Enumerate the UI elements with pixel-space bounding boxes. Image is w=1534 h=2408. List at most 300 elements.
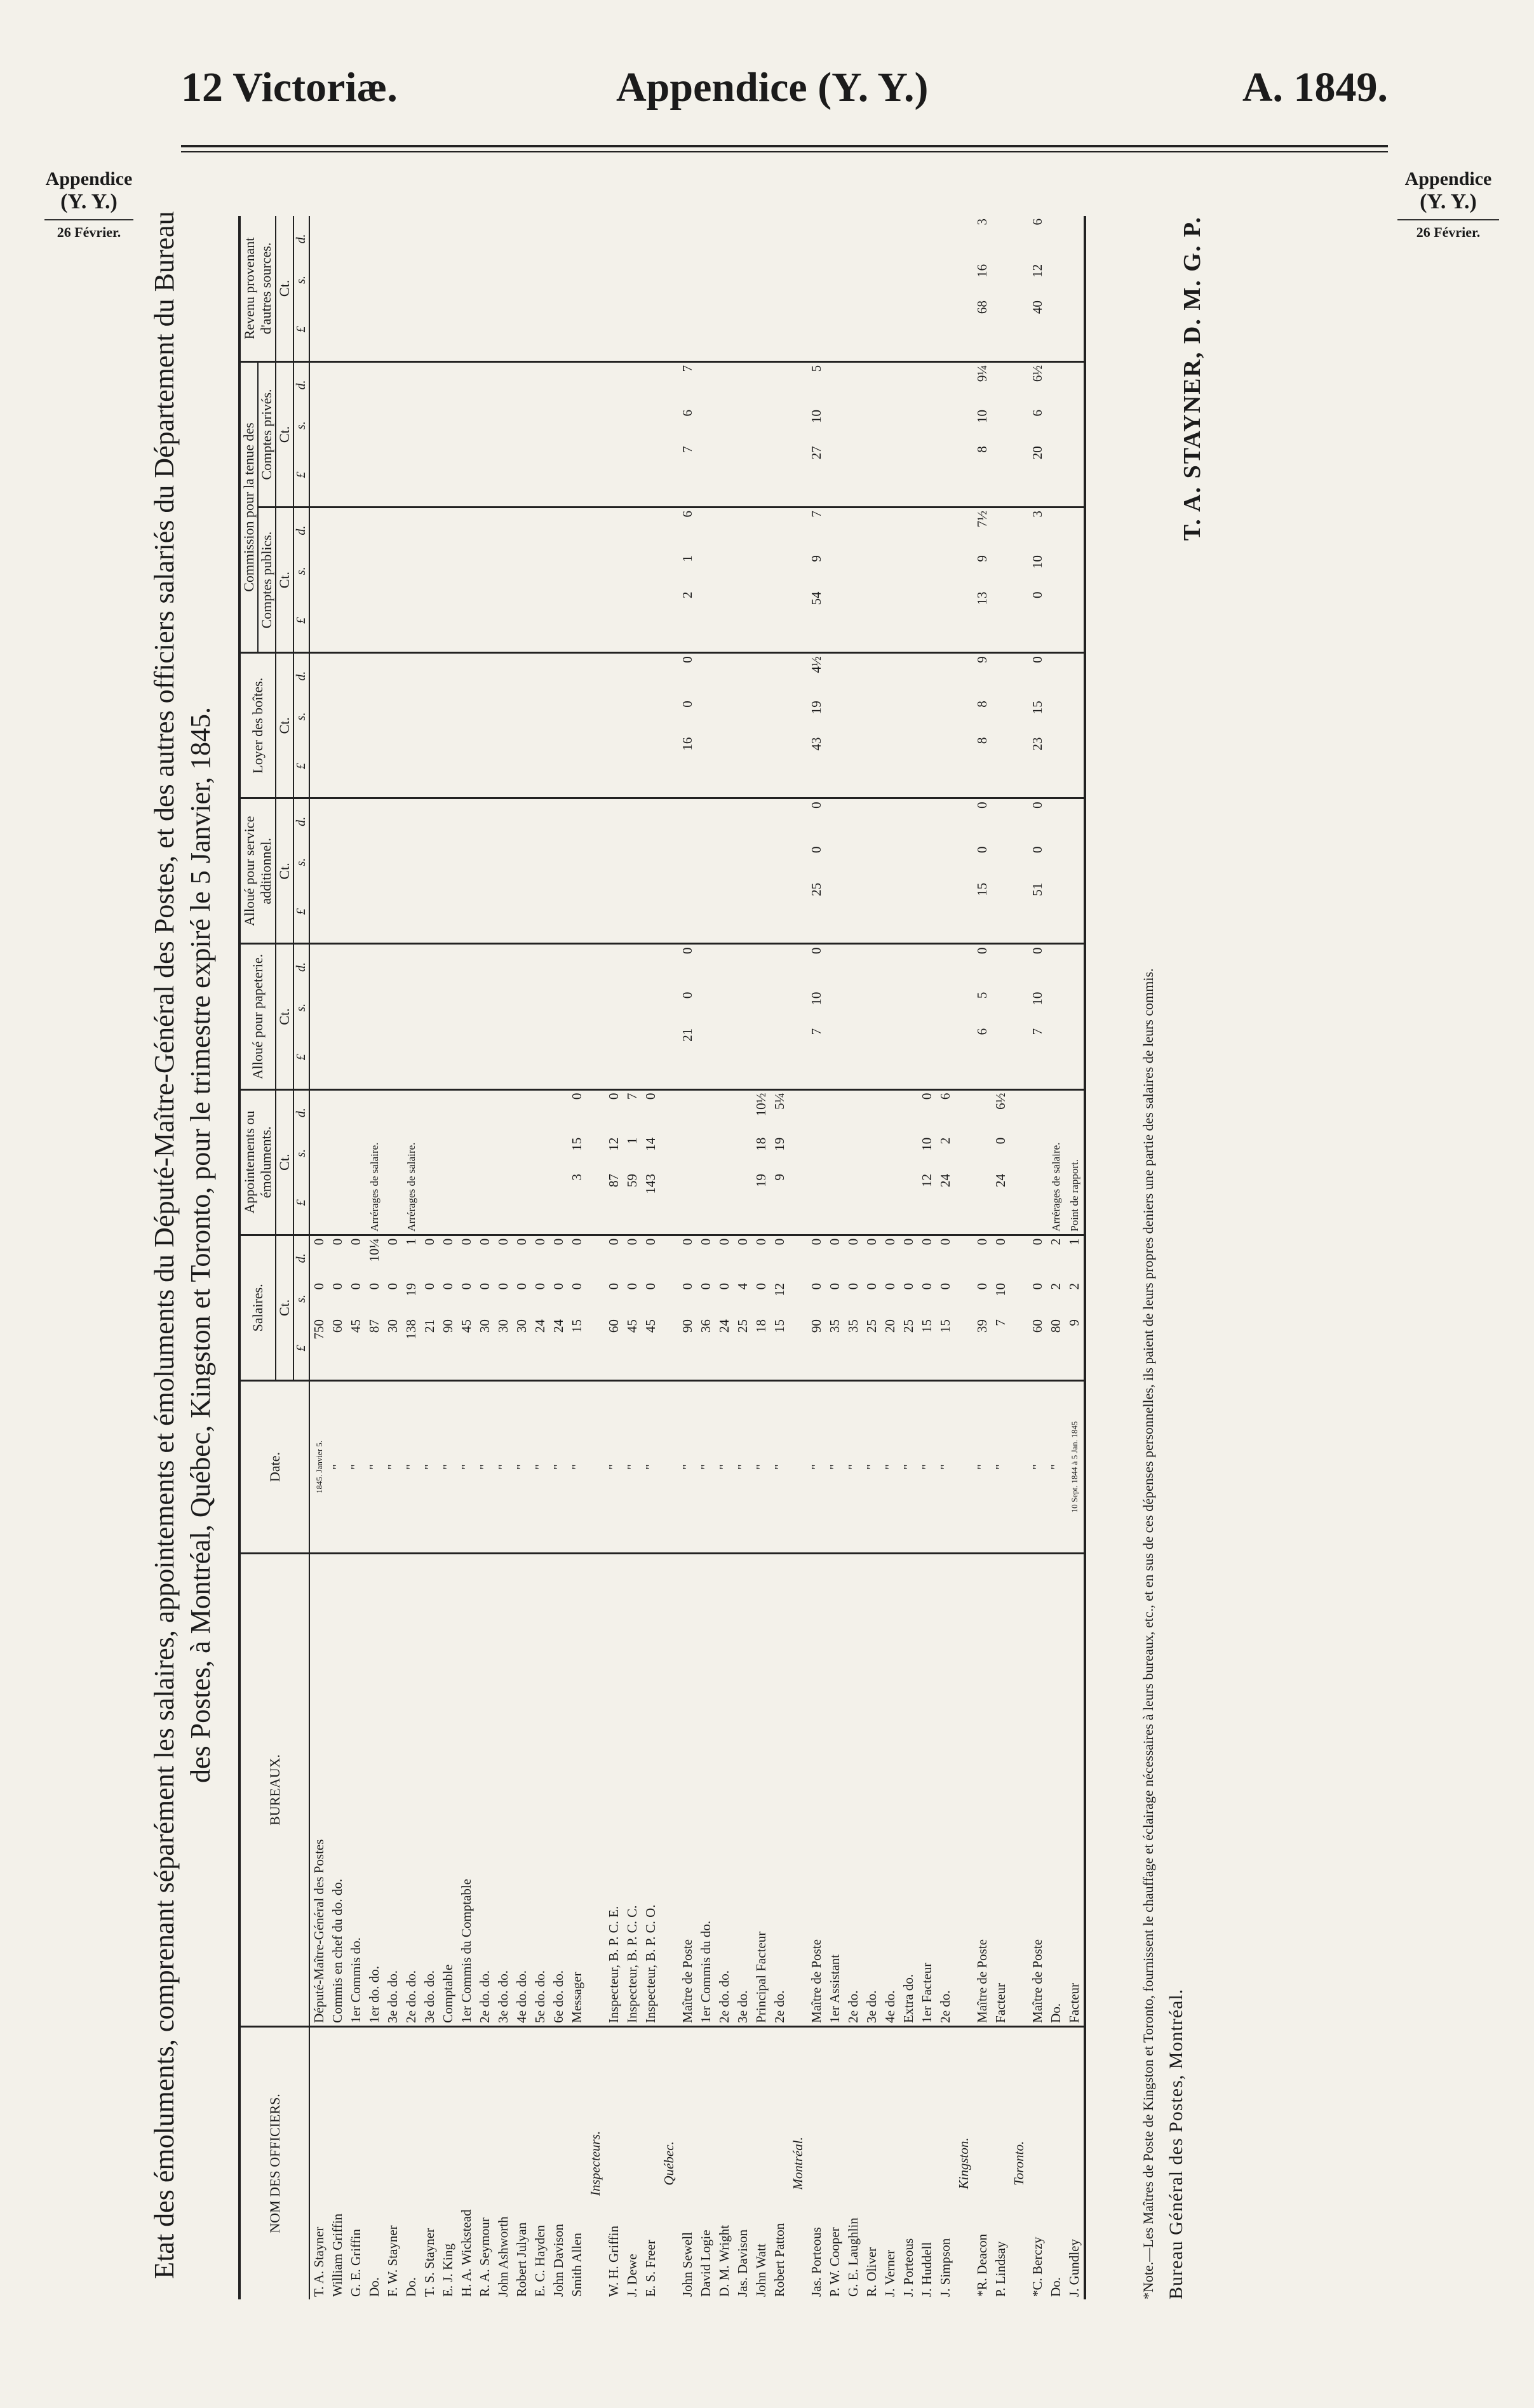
amount-cell <box>899 553 918 589</box>
amount-cell: 0 <box>827 1238 842 1246</box>
amount-cell <box>918 990 936 1026</box>
amount-cell <box>549 443 568 507</box>
amount-cell <box>549 1026 568 1089</box>
currency-header: d. <box>293 653 309 699</box>
amount-cell <box>421 1135 439 1171</box>
amount-cell <box>457 298 476 361</box>
amount-cell <box>531 653 549 699</box>
bureau-cell: 1er Commis du do. <box>697 1554 715 2027</box>
amount-cell: 24 <box>549 1317 568 1380</box>
amount-cell: 21 <box>421 1317 439 1380</box>
amount-cell <box>715 990 734 1026</box>
officer-name: J. Gundley <box>1065 2026 1085 2299</box>
amount-cell <box>678 1171 697 1235</box>
amount-cell <box>678 216 697 262</box>
amount-cell <box>642 361 660 407</box>
bureau-cell: 3e do. do. <box>421 1554 439 2027</box>
amount-cell: 0 <box>348 1282 363 1290</box>
amount-cell <box>992 407 1010 443</box>
amount-cell: 0 <box>1030 656 1045 663</box>
amount-cell: 0 <box>330 1282 345 1290</box>
appointment-note: Point de rapport. <box>1065 1089 1085 1235</box>
amount-cell <box>328 653 347 699</box>
amount-cell <box>899 698 918 734</box>
amount-cell: 21 <box>678 1026 697 1089</box>
table-row <box>513 216 531 2299</box>
amount-cell <box>531 735 549 798</box>
ct-header: Ct. <box>276 1235 293 1380</box>
table-row <box>605 216 623 2299</box>
amount-cell <box>439 1026 457 1089</box>
ct-header: Ct. <box>276 361 293 507</box>
amount-cell <box>623 262 642 298</box>
amount-cell <box>549 298 568 361</box>
amount-cell <box>476 508 494 553</box>
section-label: Inspecteurs. <box>586 2026 605 2299</box>
date-cell: " <box>402 1380 421 1553</box>
bureau-cell: Do. <box>1047 1554 1065 2027</box>
amount-cell <box>365 798 384 844</box>
amount-cell <box>328 990 347 1026</box>
date-cell: 1845. Janvier 5. <box>309 1380 328 1553</box>
amount-cell: 0 <box>680 701 695 708</box>
bureau-cell: 2e do. do. <box>402 1554 421 2027</box>
amount-cell: 0 <box>1030 1282 1045 1290</box>
amount-cell <box>844 990 863 1026</box>
amount-cell <box>365 944 384 990</box>
amount-cell <box>642 298 660 361</box>
amount-cell <box>549 880 568 944</box>
table-row <box>549 216 568 2299</box>
officer-name: *R. Deacon <box>973 2026 992 2299</box>
amount-cell <box>365 443 384 507</box>
amount-cell <box>1047 443 1065 507</box>
amount-cell <box>863 944 881 990</box>
amount-cell <box>881 698 899 734</box>
amount-cell: 0 <box>514 1238 529 1246</box>
amount-cell <box>605 944 623 990</box>
bureau-cell: Maître de Poste <box>807 1554 826 2027</box>
amount-cell <box>1065 844 1085 880</box>
amount-cell <box>770 653 789 699</box>
amount-cell <box>881 798 899 844</box>
amount-cell <box>365 1026 384 1089</box>
amount-cell <box>642 844 660 880</box>
amount-cell <box>918 553 936 589</box>
officer-name: J. Simpson <box>936 2026 955 2299</box>
amount-cell: 19 <box>809 701 824 715</box>
amount-cell <box>1065 407 1085 443</box>
amount-cell <box>605 262 623 298</box>
date-cell: " <box>605 1380 623 1553</box>
col-appointements: Appointements ou émoluments. <box>239 1089 276 1235</box>
amount-cell: 0 <box>680 992 695 999</box>
bureau-cell: Maître de Poste <box>973 1554 992 2027</box>
ct-header: Ct. <box>276 653 293 798</box>
amount-cell <box>365 880 384 944</box>
amount-cell: 3 <box>974 219 990 225</box>
amount-cell <box>844 698 863 734</box>
officer-name: W. H. Griffin <box>605 2026 623 2299</box>
table-row <box>881 216 899 2299</box>
amount-cell: 0 <box>827 1282 842 1290</box>
amount-cell <box>347 262 365 298</box>
amount-cell <box>899 1026 918 1089</box>
amount-cell <box>328 216 347 262</box>
amount-cell: 80 <box>1047 1317 1065 1380</box>
amount-cell <box>531 361 549 407</box>
table-row <box>826 216 844 2299</box>
amount-cell: 0 <box>698 1282 713 1290</box>
amount-cell <box>1065 361 1085 407</box>
amount-cell: 2 <box>678 589 697 652</box>
amount-cell <box>384 1026 402 1089</box>
bureau-cell: 3e do. do. <box>384 1554 402 2027</box>
emoluments-table <box>238 216 1086 2299</box>
amount-cell: 0 <box>809 1238 824 1246</box>
amount-cell <box>568 508 586 553</box>
amount-cell <box>715 1171 734 1235</box>
margin-label: Appendice <box>1404 168 1492 189</box>
amount-cell <box>549 262 568 298</box>
amount-cell: 12 <box>1030 264 1045 278</box>
amount-cell <box>365 407 384 443</box>
amount-cell <box>605 653 623 699</box>
amount-cell <box>384 844 402 880</box>
amount-cell: 0 <box>532 1238 548 1246</box>
date-cell: " <box>697 1380 715 1553</box>
amount-cell <box>936 407 955 443</box>
amount-cell: 7 <box>680 365 695 372</box>
table-row <box>715 216 734 2299</box>
amount-cell <box>476 1089 494 1135</box>
currency-header: d. <box>293 1089 309 1135</box>
amount-cell <box>697 262 715 298</box>
amount-cell <box>1065 298 1085 361</box>
amount-cell <box>494 407 513 443</box>
amount-cell <box>476 990 494 1026</box>
amount-cell <box>734 407 752 443</box>
amount-cell <box>734 1026 752 1089</box>
amount-cell <box>715 361 734 407</box>
amount-cell <box>734 553 752 589</box>
appendix-title: Appendice (Y. Y.) <box>616 64 929 111</box>
table-row <box>734 216 752 2299</box>
amount-cell <box>899 944 918 990</box>
margin-date: 26 Février. <box>44 219 133 241</box>
date-cell: " <box>807 1380 826 1553</box>
amount-cell: 0 <box>809 846 824 853</box>
amount-cell <box>826 443 844 507</box>
amount-cell <box>421 880 439 944</box>
amount-cell: 9 <box>974 656 990 663</box>
margin-ref: (Y. Y.) <box>1420 190 1477 213</box>
table-row <box>439 216 457 2299</box>
amount-cell <box>494 443 513 507</box>
table-row <box>697 216 715 2299</box>
bureau-cell: 2e do. <box>936 1554 955 2027</box>
date-cell: " <box>678 1380 697 1553</box>
amount-cell <box>936 361 955 407</box>
amount-cell <box>770 508 789 553</box>
amount-cell <box>678 262 697 298</box>
signature: T. A. STAYNER, D. M. G. P. <box>1179 216 1206 541</box>
amount-cell <box>494 798 513 844</box>
bureau-cell: Commis en chef du do. do. <box>328 1554 347 2027</box>
amount-cell <box>402 553 421 589</box>
amount-cell <box>457 990 476 1026</box>
amount-cell <box>899 298 918 361</box>
amount-cell <box>568 698 586 734</box>
amount-cell <box>697 844 715 880</box>
amount-cell <box>365 653 384 699</box>
amount-cell <box>1047 735 1065 798</box>
amount-cell <box>752 844 770 880</box>
amount-cell <box>899 262 918 298</box>
amount-cell <box>549 361 568 407</box>
amount-cell <box>531 844 549 880</box>
amount-cell <box>1047 298 1065 361</box>
amount-cell <box>826 844 844 880</box>
amount-cell <box>623 553 642 589</box>
amount-cell <box>697 407 715 443</box>
amount-cell <box>863 361 881 407</box>
amount-cell: 15 <box>973 880 992 944</box>
amount-cell <box>439 798 457 844</box>
bureau-cell: 3e do. <box>734 1554 752 2027</box>
amount-cell <box>476 216 494 262</box>
amount-cell <box>807 262 826 298</box>
amount-cell <box>678 1135 697 1171</box>
amount-cell: 2 <box>1048 1282 1063 1290</box>
amount-cell <box>347 407 365 443</box>
amount-cell: 10 <box>809 992 824 1006</box>
amount-cell <box>494 880 513 944</box>
amount-cell <box>347 216 365 262</box>
statement-subtitle: des Postes, à Montréal, Québec, Kingston et Toronto, pour le trimestre expiré le 5 Janvier, 1845. <box>185 706 216 1784</box>
amount-cell <box>513 1026 531 1089</box>
bureau-cell: Facteur <box>1065 1554 1085 2027</box>
amount-cell <box>531 262 549 298</box>
amount-cell: 0 <box>1030 1238 1045 1246</box>
amount-cell <box>697 361 715 407</box>
amount-cell <box>531 589 549 652</box>
table-row <box>752 216 770 2299</box>
amount-cell <box>513 508 531 553</box>
amount-cell <box>844 589 863 652</box>
amount-cell <box>642 698 660 734</box>
amount-cell <box>697 298 715 361</box>
amount-cell <box>439 1171 457 1235</box>
amount-cell <box>384 698 402 734</box>
amount-cell: 36 <box>697 1317 715 1380</box>
amount-cell <box>881 361 899 407</box>
amount-cell <box>642 407 660 443</box>
amount-cell <box>549 216 568 262</box>
bureau-cell: 6e do. do. <box>549 1554 568 2027</box>
amount-cell <box>881 443 899 507</box>
section-label: Montréal. <box>789 2026 807 2299</box>
amount-cell: 9 <box>974 555 990 562</box>
amount-cell: 24 <box>992 1171 1010 1235</box>
date-cell: " <box>623 1380 642 1553</box>
amount-cell <box>421 944 439 990</box>
amount-cell <box>421 262 439 298</box>
amount-cell <box>734 361 752 407</box>
date-cell: " <box>899 1380 918 1553</box>
amount-cell <box>384 1135 402 1171</box>
page-header <box>0 64 1534 146</box>
amount-cell: 0 <box>514 1282 529 1290</box>
amount-cell: 60 <box>1028 1317 1047 1380</box>
amount-cell <box>642 735 660 798</box>
amount-cell <box>513 553 531 589</box>
amount-cell <box>918 589 936 652</box>
amount-cell <box>752 361 770 407</box>
amount-cell <box>863 798 881 844</box>
amount-cell <box>1065 443 1085 507</box>
amount-cell <box>457 1089 476 1135</box>
amount-cell <box>715 216 734 262</box>
amount-cell <box>568 844 586 880</box>
amount-cell <box>623 589 642 652</box>
amount-cell <box>936 880 955 944</box>
amount-cell <box>568 407 586 443</box>
amount-cell: 45 <box>642 1317 660 1380</box>
amount-cell: 25 <box>899 1317 918 1380</box>
amount-cell <box>863 443 881 507</box>
amount-cell <box>899 844 918 880</box>
header-rule-thin <box>181 151 1388 152</box>
amount-cell: 27 <box>807 443 826 507</box>
date-cell: " <box>973 1380 992 1553</box>
amount-cell: 2 <box>1048 1238 1063 1246</box>
amount-cell <box>715 553 734 589</box>
amount-cell <box>678 880 697 944</box>
amount-cell <box>678 798 697 844</box>
amount-cell <box>309 735 328 798</box>
table-row <box>494 216 513 2299</box>
amount-cell <box>513 1089 531 1135</box>
amount-cell <box>457 880 476 944</box>
amount-cell <box>1047 553 1065 589</box>
amount-cell <box>899 990 918 1026</box>
amount-cell <box>309 262 328 298</box>
amount-cell: 1 <box>1066 1238 1082 1246</box>
amount-cell <box>807 298 826 361</box>
amount-cell <box>457 216 476 262</box>
amount-cell <box>715 443 734 507</box>
amount-cell <box>384 589 402 652</box>
amount-cell <box>347 1135 365 1171</box>
currency-header: £ <box>293 1171 309 1235</box>
amount-cell <box>531 407 549 443</box>
amount-cell: 0 <box>643 1282 658 1290</box>
amount-cell <box>605 735 623 798</box>
amount-cell <box>936 698 955 734</box>
amount-cell <box>936 589 955 652</box>
amount-cell: 30 <box>384 1317 402 1380</box>
amount-cell: 4½ <box>809 656 824 673</box>
amount-cell <box>899 407 918 443</box>
amount-cell <box>623 443 642 507</box>
amount-cell: 5¼ <box>772 1093 787 1110</box>
amount-cell <box>384 443 402 507</box>
table-row <box>347 216 365 2299</box>
amount-cell <box>402 990 421 1026</box>
amount-cell <box>309 844 328 880</box>
amount-cell <box>457 361 476 407</box>
amount-cell <box>365 735 384 798</box>
amount-cell <box>992 216 1010 262</box>
date-cell: " <box>770 1380 789 1553</box>
amount-cell <box>697 944 715 990</box>
table-row <box>402 216 421 2299</box>
amount-cell <box>936 443 955 507</box>
table-row <box>365 216 384 2299</box>
amount-cell <box>697 698 715 734</box>
amount-cell <box>918 735 936 798</box>
year-label: A. 1849. <box>1242 64 1388 111</box>
col-service: Alloué pour service additionnel. <box>239 798 276 944</box>
col-revenu: Revenu provenant d'autres sources. <box>239 216 276 361</box>
amount-cell <box>1065 944 1085 990</box>
amount-cell <box>494 508 513 553</box>
amount-cell <box>568 1026 586 1089</box>
amount-cell <box>309 1171 328 1235</box>
amount-cell <box>384 653 402 699</box>
amount-cell: 9 <box>809 555 824 562</box>
amount-cell <box>992 798 1010 844</box>
amount-cell <box>531 298 549 361</box>
amount-cell <box>863 1026 881 1089</box>
amount-cell <box>899 216 918 262</box>
date-cell: " <box>328 1380 347 1553</box>
amount-cell: 12 <box>918 1171 936 1235</box>
amount-cell: 0 <box>974 947 990 954</box>
amount-cell <box>623 944 642 990</box>
amount-cell <box>623 880 642 944</box>
amount-cell <box>899 1135 918 1171</box>
amount-cell <box>513 262 531 298</box>
amount-cell: 10 <box>1030 992 1045 1006</box>
amount-cell <box>513 735 531 798</box>
amount-cell <box>715 262 734 298</box>
amount-cell: 23 <box>1028 735 1047 798</box>
officer-name: William Griffin <box>328 2026 347 2299</box>
bureau-cell: 4e do. <box>881 1554 899 2027</box>
amount-cell: 0 <box>901 1282 916 1290</box>
amount-cell <box>770 589 789 652</box>
amount-cell <box>697 1089 715 1135</box>
amount-cell <box>309 361 328 407</box>
amount-cell <box>347 443 365 507</box>
amount-cell <box>863 589 881 652</box>
amount-cell <box>881 880 899 944</box>
amount-cell <box>402 1026 421 1089</box>
amount-cell <box>549 1171 568 1235</box>
amount-cell <box>973 1171 992 1235</box>
amount-cell <box>347 298 365 361</box>
amount-cell: 10 <box>993 1282 1008 1296</box>
amount-cell <box>734 944 752 990</box>
amount-cell: 15 <box>1030 701 1045 715</box>
bureau-cell: 1er Assistant <box>826 1554 844 2027</box>
amount-cell <box>826 361 844 407</box>
amount-cell <box>605 298 623 361</box>
amount-cell <box>642 944 660 990</box>
appointment-note: Arrérages de salaire. <box>402 1089 421 1235</box>
